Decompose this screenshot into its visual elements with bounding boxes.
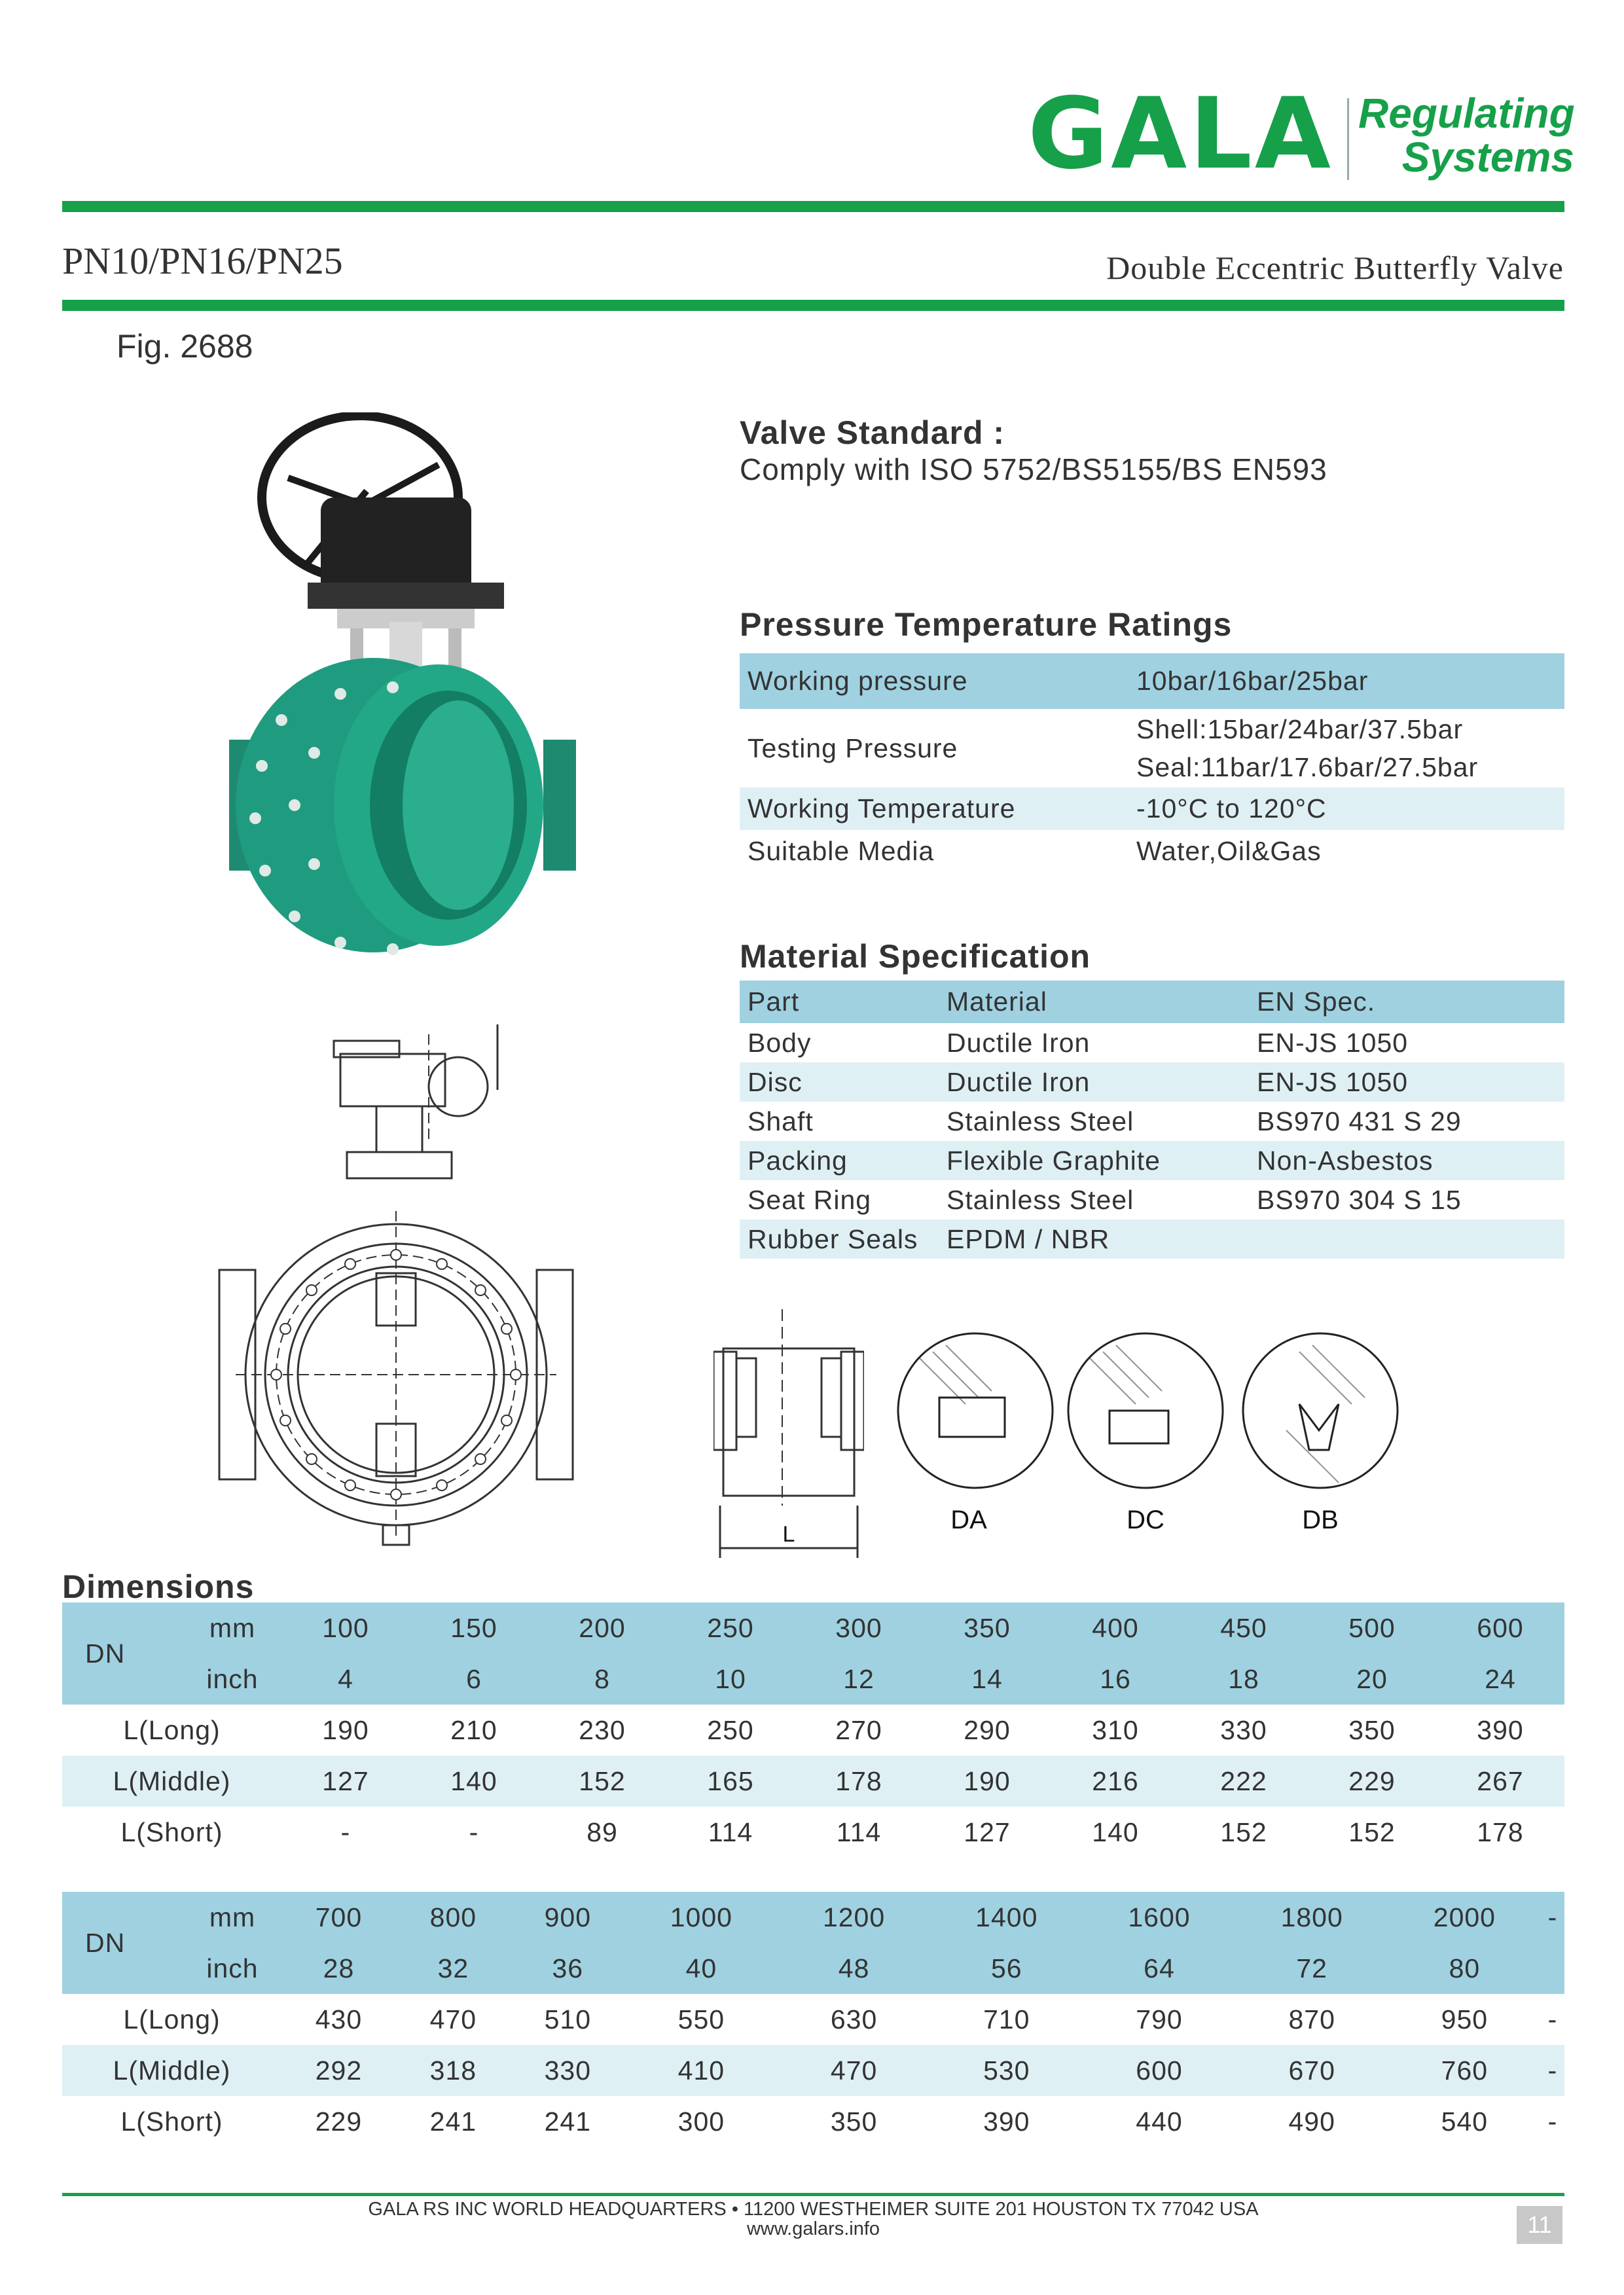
length-row-label: L(Long) [123,1714,221,1745]
length-row-label: L(Middle) [113,2055,231,2086]
dn-mm-cell: 300 [835,1612,882,1643]
length-cell: 267 [1477,1765,1524,1796]
length-cell: 190 [964,1765,1011,1796]
length-cell: 440 [1136,2106,1183,2137]
dn-inch-cell: 14 [971,1663,1003,1694]
length-cell: 490 [1288,2106,1335,2137]
inch-label: inch [206,1953,259,1983]
length-cell: 510 [544,2004,592,2034]
product-title: Double Eccentric Butterfly Valve [1106,249,1564,286]
length-cell: 270 [835,1714,882,1745]
ratings-row [740,709,1564,787]
length-cell: 241 [429,2106,477,2137]
length-cell: 318 [429,2055,477,2086]
length-cell: - [340,1816,351,1847]
length-cell: 350 [830,2106,878,2137]
length-cell: 670 [1288,2055,1335,2086]
length-cell: 292 [315,2055,363,2086]
ratings-label: Working Temperature [748,793,1016,823]
materials-row [740,1141,1564,1180]
length-cell: 165 [707,1765,754,1796]
materials-col-header: Material [947,986,1047,1017]
length-cell: 300 [677,2106,725,2137]
ratings-value: Seal:11bar/17.6bar/27.5bar [1136,752,1479,782]
tagline-line1: Regulating [1358,90,1575,137]
materials-col-header: EN Spec. [1257,986,1376,1017]
dn-inch-cell: 16 [1100,1663,1131,1694]
dn-inch-cell: 8 [594,1663,610,1694]
length-cell: 178 [1477,1816,1524,1847]
length-cell: 230 [579,1714,626,1745]
dn-inch-cell: 4 [338,1663,353,1694]
length-cell: 390 [983,2106,1030,2137]
length-cell: 229 [1348,1765,1396,1796]
dn-inch-cell: 20 [1356,1663,1388,1694]
dn-mm-cell: 350 [964,1612,1011,1643]
materials-col-header: Part [748,986,800,1017]
ratings-row [740,830,1564,873]
dn-mm-cell: 900 [544,1902,592,1932]
valve-standard-text: Comply with ISO 5752/BS5155/BS EN593 [740,452,1327,486]
length-cell: 470 [429,2004,477,2034]
dimensions-table [62,1892,1564,2147]
materials-cell: Flexible Graphite [947,1145,1161,1176]
length-cell: 140 [450,1765,497,1796]
length-row-long [62,1705,1564,1756]
ratings-value: 10bar/16bar/25bar [1136,666,1369,696]
ratings-row [740,787,1564,830]
length-cell: 870 [1288,2004,1335,2034]
length-cell: 530 [983,2055,1030,2086]
dn-inch-cell: 64 [1144,1953,1175,1983]
dn-mm-cell: 150 [450,1612,497,1643]
dn-mm-cell: - [1547,1902,1558,1932]
length-cell: 330 [544,2055,592,2086]
length-cell: 350 [1348,1714,1396,1745]
length-row-label: L(Short) [120,2106,223,2137]
materials-cell: BS970 431 S 29 [1257,1106,1462,1136]
length-cell: 152 [579,1765,626,1796]
valve-front-drawing [216,1015,583,1578]
length-row-short [62,2096,1564,2147]
dn-inch-cell: 72 [1296,1953,1327,1983]
dn-mm-cell: 2000 [1433,1902,1496,1932]
inch-label: inch [206,1663,259,1694]
dn-inch-cell: 48 [838,1953,870,1983]
dimensions-heading: Dimensions [62,1568,255,1605]
dn-mm-row [62,1892,1564,1943]
length-cell: 210 [450,1714,497,1745]
pressure-classes: PN10/PN16/PN25 [62,240,343,282]
length-row-long [62,1994,1564,2045]
dn-inch-cell: 24 [1485,1663,1516,1694]
dn-mm-cell: 1800 [1280,1902,1343,1932]
length-cell: 600 [1136,2055,1183,2086]
dn-mm-cell: 1200 [822,1902,886,1932]
footer-rule [62,2193,1564,2196]
seal-db-label: DB [1302,1506,1339,1534]
dn-mm-cell: 1400 [975,1902,1038,1932]
length-cell: 310 [1092,1714,1139,1745]
dn-label: DN [85,1638,126,1669]
dn-inch-cell: 36 [552,1953,584,1983]
dn-inch-cell: 18 [1228,1663,1259,1694]
length-cell: 790 [1136,2004,1183,2034]
dn-mm-cell: 100 [322,1612,369,1643]
length-row-middle [62,2045,1564,2096]
dn-inch-cell: 28 [323,1953,355,1983]
materials-cell: Ductile Iron [947,1066,1091,1097]
length-cell: 630 [830,2004,878,2034]
ratings-row [740,653,1564,709]
valve-photo [223,412,589,988]
length-label: L [782,1522,795,1547]
seal-da-label: DA [950,1506,987,1534]
brand-logo: GALA [1028,77,1333,191]
materials-cell: Shaft [748,1106,814,1136]
length-cell: 950 [1441,2004,1489,2034]
ratings-label: Suitable Media [748,836,935,866]
materials-cell: Body [748,1027,812,1058]
length-cell: 229 [315,2106,363,2137]
length-row-middle [62,1756,1564,1807]
length-cell: 540 [1441,2106,1489,2137]
length-row-short [62,1807,1564,1858]
ratings-value: -10°C to 120°C [1136,793,1327,823]
dn-mm-cell: 250 [707,1612,754,1643]
header-top-rule [62,201,1564,212]
materials-cell: EPDM / NBR [947,1223,1110,1254]
header-bottom-rule [62,300,1564,311]
dn-inch-cell: 12 [843,1663,875,1694]
materials-cell: Seat Ring [748,1184,872,1215]
length-row-label: L(Middle) [113,1765,231,1796]
materials-cell: Stainless Steel [947,1184,1134,1215]
dn-mm-cell: 500 [1348,1612,1396,1643]
valve-side-drawing [713,1309,864,1558]
length-cell: 114 [708,1816,753,1847]
length-row-label: L(Short) [120,1816,223,1847]
length-cell: 89 [586,1816,618,1847]
materials-heading: Material Specification [740,938,1091,975]
dimensions-table [62,1602,1564,1858]
seal-dc-label: DC [1127,1506,1164,1534]
materials-cell: BS970 304 S 15 [1257,1184,1462,1215]
materials-cell: Disc [748,1066,803,1097]
length-cell: - [469,1816,479,1847]
materials-row [740,1220,1564,1259]
materials-header-row [740,981,1564,1023]
length-cell: 222 [1220,1765,1267,1796]
valve-standard-heading: Valve Standard : [740,414,1005,451]
length-cell: 216 [1092,1765,1139,1796]
dn-inch-cell: 6 [466,1663,482,1694]
materials-cell: Stainless Steel [947,1106,1134,1136]
seal-details-drawing [893,1332,1404,1535]
dn-inch-cell: 56 [990,1953,1022,1983]
length-cell: 127 [322,1765,369,1796]
length-cell: 178 [835,1765,882,1796]
materials-cell: Non-Asbestos [1257,1145,1434,1176]
footer-address: GALA RS INC WORLD HEADQUARTERS • 11200 WESTHEIMER SUITE 201 HOUSTON TX 77042 USA [368,2199,1259,2220]
dn-mm-cell: 200 [579,1612,626,1643]
materials-cell: Rubber Seals [748,1223,918,1254]
length-cell: 470 [830,2055,878,2086]
ratings-table [740,653,1564,873]
ratings-heading: Pressure Temperature Ratings [740,606,1233,643]
dn-label: DN [85,1927,126,1958]
brand-tagline [1358,92,1574,179]
materials-cell: Packing [748,1145,848,1176]
dn-inch-cell [1541,1943,1564,1994]
tagline-line2: Systems [1401,134,1574,181]
ratings-value: Shell:15bar/24bar/37.5bar [1136,714,1464,744]
materials-cell: EN-JS 1050 [1257,1027,1409,1058]
length-cell: 290 [964,1714,1011,1745]
length-cell: 250 [707,1714,754,1745]
dn-mm-cell: 1000 [670,1902,732,1932]
length-cell: - [1547,2106,1558,2137]
length-cell: 114 [836,1816,882,1847]
length-cell: 390 [1477,1714,1524,1745]
materials-row [740,1180,1564,1220]
length-cell: 330 [1220,1714,1267,1745]
materials-row [740,1062,1564,1102]
length-cell: 140 [1092,1816,1139,1847]
ratings-value: Water,Oil&Gas [1136,836,1322,866]
ratings-label: Working pressure [748,666,968,696]
length-cell: 550 [677,2004,725,2034]
dn-mm-cell: 600 [1477,1612,1524,1643]
length-cell: 710 [983,2004,1030,2034]
dn-inch-row [62,1653,1564,1705]
length-cell: 410 [677,2055,725,2086]
mm-label: mm [209,1902,256,1932]
materials-cell [1249,1220,1564,1259]
length-cell: 760 [1441,2055,1489,2086]
dn-mm-cell: 1600 [1128,1902,1191,1932]
length-cell: - [1547,2004,1558,2034]
materials-row [740,1023,1564,1062]
materials-row [740,1102,1564,1141]
length-cell: 152 [1220,1816,1267,1847]
dn-inch-cell: 10 [715,1663,746,1694]
ratings-label: Testing Pressure [748,732,958,763]
dn-inch-cell: 40 [685,1953,717,1983]
materials-table [740,981,1564,1259]
footer-website: www.galars.info [746,2218,880,2240]
materials-cell: EN-JS 1050 [1257,1066,1409,1097]
dn-inch-cell: 80 [1449,1953,1481,1983]
dn-mm-cell: 700 [315,1902,363,1932]
dn-mm-cell: 800 [429,1902,477,1932]
length-cell: - [1547,2055,1558,2086]
materials-cell: Ductile Iron [947,1027,1091,1058]
mm-label: mm [209,1612,256,1643]
length-cell: 430 [315,2004,363,2034]
length-cell: 152 [1348,1816,1396,1847]
logo-divider [1347,98,1349,180]
dn-mm-cell: 450 [1220,1612,1267,1643]
page-number: 11 [1517,2206,1562,2244]
figure-label: Fig. 2688 [117,328,253,365]
length-cell: 127 [964,1816,1011,1847]
dn-mm-row [62,1602,1564,1653]
length-cell: 241 [544,2106,592,2137]
footer [62,2199,1564,2239]
dn-inch-cell: 32 [437,1953,469,1983]
dn-inch-row [62,1943,1564,1994]
length-row-label: L(Long) [123,2004,221,2034]
dn-mm-cell: 400 [1092,1612,1139,1643]
length-cell: 190 [322,1714,369,1745]
